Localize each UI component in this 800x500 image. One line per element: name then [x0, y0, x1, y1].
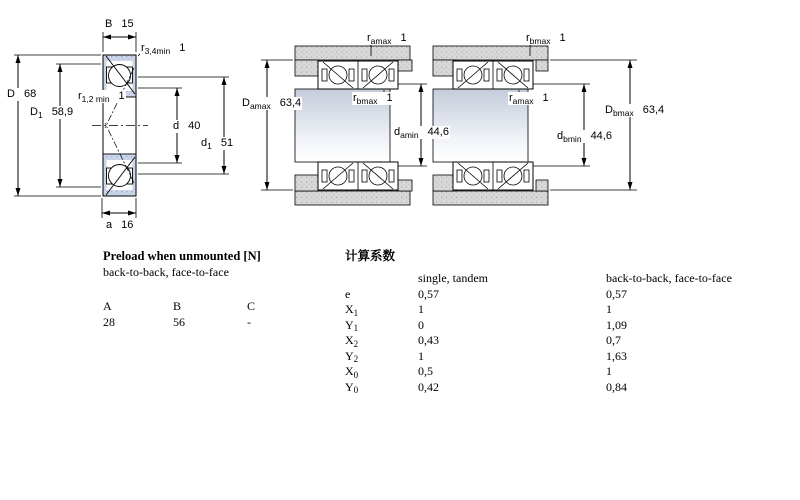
dim-label-damin: $d_{amin}$ 44,6	[394, 126, 449, 140]
dim-label-width: B 15	[105, 18, 134, 30]
dim-label-Dbmax: $D_{bmax}$ 63,4	[605, 104, 665, 118]
preload-title: Preload when unmounted [N]	[103, 249, 261, 263]
dim-label-ramax: $r_{amax}$ 1	[367, 32, 407, 46]
preload-col-header: B	[173, 299, 182, 313]
housing-bottom	[433, 191, 548, 205]
arrangement-back-to-back	[433, 46, 548, 205]
dim-label-ramax-b: $r_{amax}$ 1	[509, 92, 549, 106]
dim-label-Damax: $D_{amax}$ 63,4	[242, 97, 302, 111]
factors-row-label: $Y_0$	[345, 379, 359, 395]
dim-label-outer-diameter: D 68	[7, 88, 37, 100]
factors-row-label: $Y_2$	[345, 348, 359, 364]
factors-row-label: $Y_1$	[345, 317, 359, 333]
preload-table	[103, 299, 261, 330]
factors-value: 0,43	[418, 333, 439, 347]
single-bearing-cross-section	[92, 55, 148, 196]
factors-value: 0,57	[606, 286, 627, 301]
factors-value: 0,7	[606, 333, 621, 347]
factors-table	[345, 271, 732, 395]
factors-row-label: $X_2$	[345, 333, 359, 349]
dim-label-rbmax-b: $r_{bmax}$ 1	[526, 32, 566, 46]
factors-row-label	[345, 271, 418, 287]
factors-value: 0	[418, 317, 424, 332]
dim-label-r12min: $r_{1,2 min}$ 1	[78, 90, 125, 104]
factors-value: 1	[606, 302, 612, 316]
housing-bottom	[295, 191, 410, 205]
factors-value: 1,63	[606, 348, 627, 363]
preload-value: 28	[103, 315, 115, 329]
factors-col2-header: back-to-back, face-to-face	[606, 271, 732, 285]
factors-value: 0,5	[418, 364, 433, 378]
preload-subtitle: back-to-back, face-to-face	[103, 265, 229, 279]
factors-section	[345, 249, 732, 395]
factors-value: 1	[606, 364, 612, 378]
dim-label-r34min: $r_{3,4min}$ 1	[141, 42, 186, 56]
preload-value: -	[247, 315, 251, 329]
preload-col-header: A	[103, 299, 112, 313]
factors-value: 1	[418, 302, 424, 316]
dim-label-inner-diameter-1: $d_1$ 51	[201, 137, 234, 151]
factors-col1-header: single, tandem	[418, 271, 488, 285]
preload-col-header: C	[247, 299, 256, 313]
factors-value: 0,84	[606, 379, 627, 394]
factors-row-label: $X_1$	[345, 302, 359, 318]
factors-title: 计算系数	[345, 249, 396, 263]
factors-value: 0,42	[418, 379, 439, 394]
factors-value: 1,09	[606, 317, 627, 332]
dim-label-a: a 16	[106, 219, 134, 231]
dim-label-outer-diameter-1: $D_1$ 58,9	[30, 106, 74, 120]
dim-label-dbmin: $d_{bmin}$ 44,6	[557, 130, 612, 144]
housing-top	[433, 46, 548, 60]
factors-row-label: e	[345, 286, 351, 301]
dim-label-rbmax: $r_{bmax}$ 1	[353, 92, 393, 106]
factors-value: 0,57	[418, 286, 439, 301]
preload-section	[103, 249, 261, 330]
dim-label-bore-diameter: d 40	[173, 120, 201, 132]
preload-value: 56	[173, 315, 185, 329]
factors-value: 1	[418, 348, 424, 363]
factors-row-label: $X_0$	[345, 364, 359, 380]
housing-top	[295, 46, 410, 60]
